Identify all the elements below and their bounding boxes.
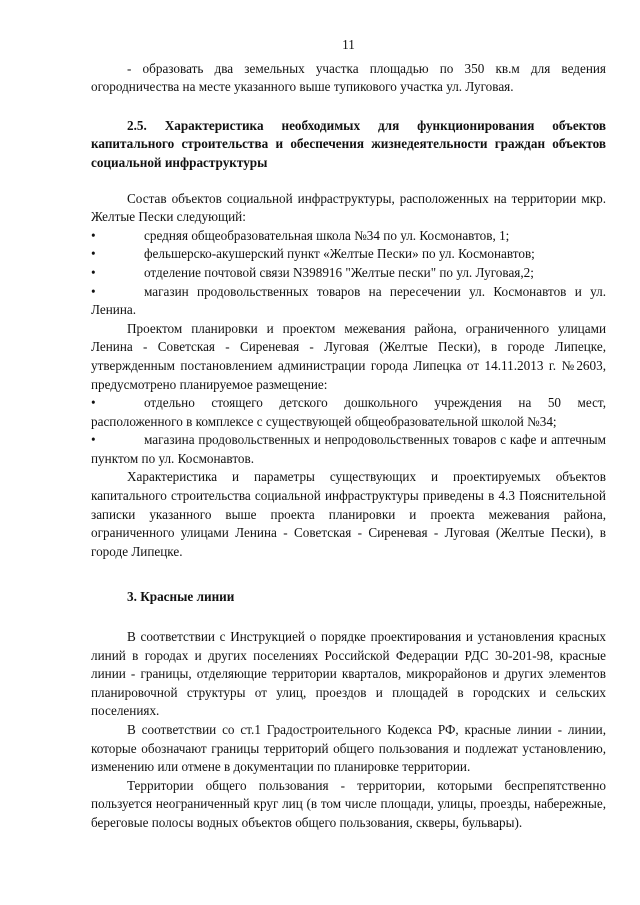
spacer	[91, 561, 606, 588]
red-lines-paragraph-1: В соответствии с Инструкцией о порядке проектирования и установления красных линий в городах и других поселениях Российской Федерации РДС 30-201-98, красные линии - границы, отделяющие территории кварталов, микрорайонов и других элементов планировочной структуры от улиц, проездов и площадей в городских и сельских поселениях.	[91, 629, 606, 719]
bullet-icon: •	[91, 432, 96, 448]
page-number: 11	[342, 37, 355, 52]
list-item-text: отделение почтовой связи N398916 "Желтые пески" по ул. Луговая,2;	[144, 264, 534, 280]
bullet-icon: •	[91, 283, 96, 299]
spacer	[91, 173, 606, 190]
bullet-icon: •	[91, 246, 96, 262]
list-item-text: фельшерско-акушерский пункт «Желтые Пески» по ул. Космонавтов;	[144, 246, 535, 262]
list-item	[91, 227, 606, 246]
red-lines-paragraph-2: В соответствии со ст.1 Градостроительного Кодекса РФ, красные линии - линии, которые обозначают границы территорий общего пользования и подлежат установлению, изменению или отмене в документации по планировке территории.	[91, 722, 606, 775]
spacer	[91, 607, 606, 628]
existing-objects-list	[91, 227, 606, 320]
planned-objects-list	[91, 394, 606, 468]
section-2-5-heading: 2.5. Характеристика необходимых для функционирования объектов капитального строительства и обеспечения жизнедеятельности граждан объектов социальной инфраструктуры	[91, 117, 606, 170]
list-item	[91, 264, 606, 283]
red-lines-paragraph-3: Территории общего пользования - территории, которыми беспрепятственно пользуется неограниченный круг лиц (в том числе площади, улицы, проезды, набережные, береговые полосы водных объектов общего пользования, скверы, бульвары).	[91, 777, 606, 830]
section-2-5-lead: Состав объектов социальной инфраструктуры, расположенных на территории мкр. Желтые Пески следующий:	[91, 190, 606, 225]
section-3-heading: 3. Красные линии	[127, 589, 235, 605]
list-item-text: магазин продовольственных товаров на пересечении ул. Космонавтов и ул. Ленина.	[91, 283, 606, 318]
list-item-text: магазина продовольственных и непродовольственных товаров с кафе и аптечным пунктом по ул. Космонавтов.	[91, 432, 606, 466]
list-item	[91, 283, 606, 320]
bullet-icon: •	[91, 395, 96, 411]
intro-paragraph: - образовать два земельных участка площадью по 350 кв.м для ведения огородничества на месте указанного выше тупикового участка ул. Луговая.	[91, 60, 606, 95]
bullet-icon: •	[91, 264, 96, 280]
planning-paragraph: Проектом планировки и проектом межевания района, ограниченного улицами Ленина - Советская - Сиреневая - Луговая (Желтые Пески), в городе Липецке, утвержденным постановлением администрации города Липецка от 14.11.2013 г. №2603, предусмотрено планируемое размещение:	[91, 320, 606, 392]
document-page	[91, 36, 606, 833]
list-item-text: отдельно стоящего детского дошкольного учреждения на 50 мест, расположенного в комплексе с существующей общеобразовательной школой №34;	[91, 395, 606, 429]
bullet-icon: •	[91, 227, 96, 243]
list-item	[91, 245, 606, 264]
spacer	[91, 97, 606, 117]
characteristics-paragraph: Характеристика и параметры существующих и проектируемых объектов капитального строительства социальной инфраструктуры приведены в 4.3 Пояснительной записки указанного выше проекта планировки и проекта межевания района, ограниченного улицами Ленина - Советская - Сиреневая - Луговая (Желтые Пески), в городе Липецке.	[91, 469, 606, 559]
list-item	[91, 431, 606, 468]
list-item-text: средняя общеобразовательная школа №34 по ул. Космонавтов, 1;	[144, 227, 510, 243]
list-item	[91, 394, 606, 431]
